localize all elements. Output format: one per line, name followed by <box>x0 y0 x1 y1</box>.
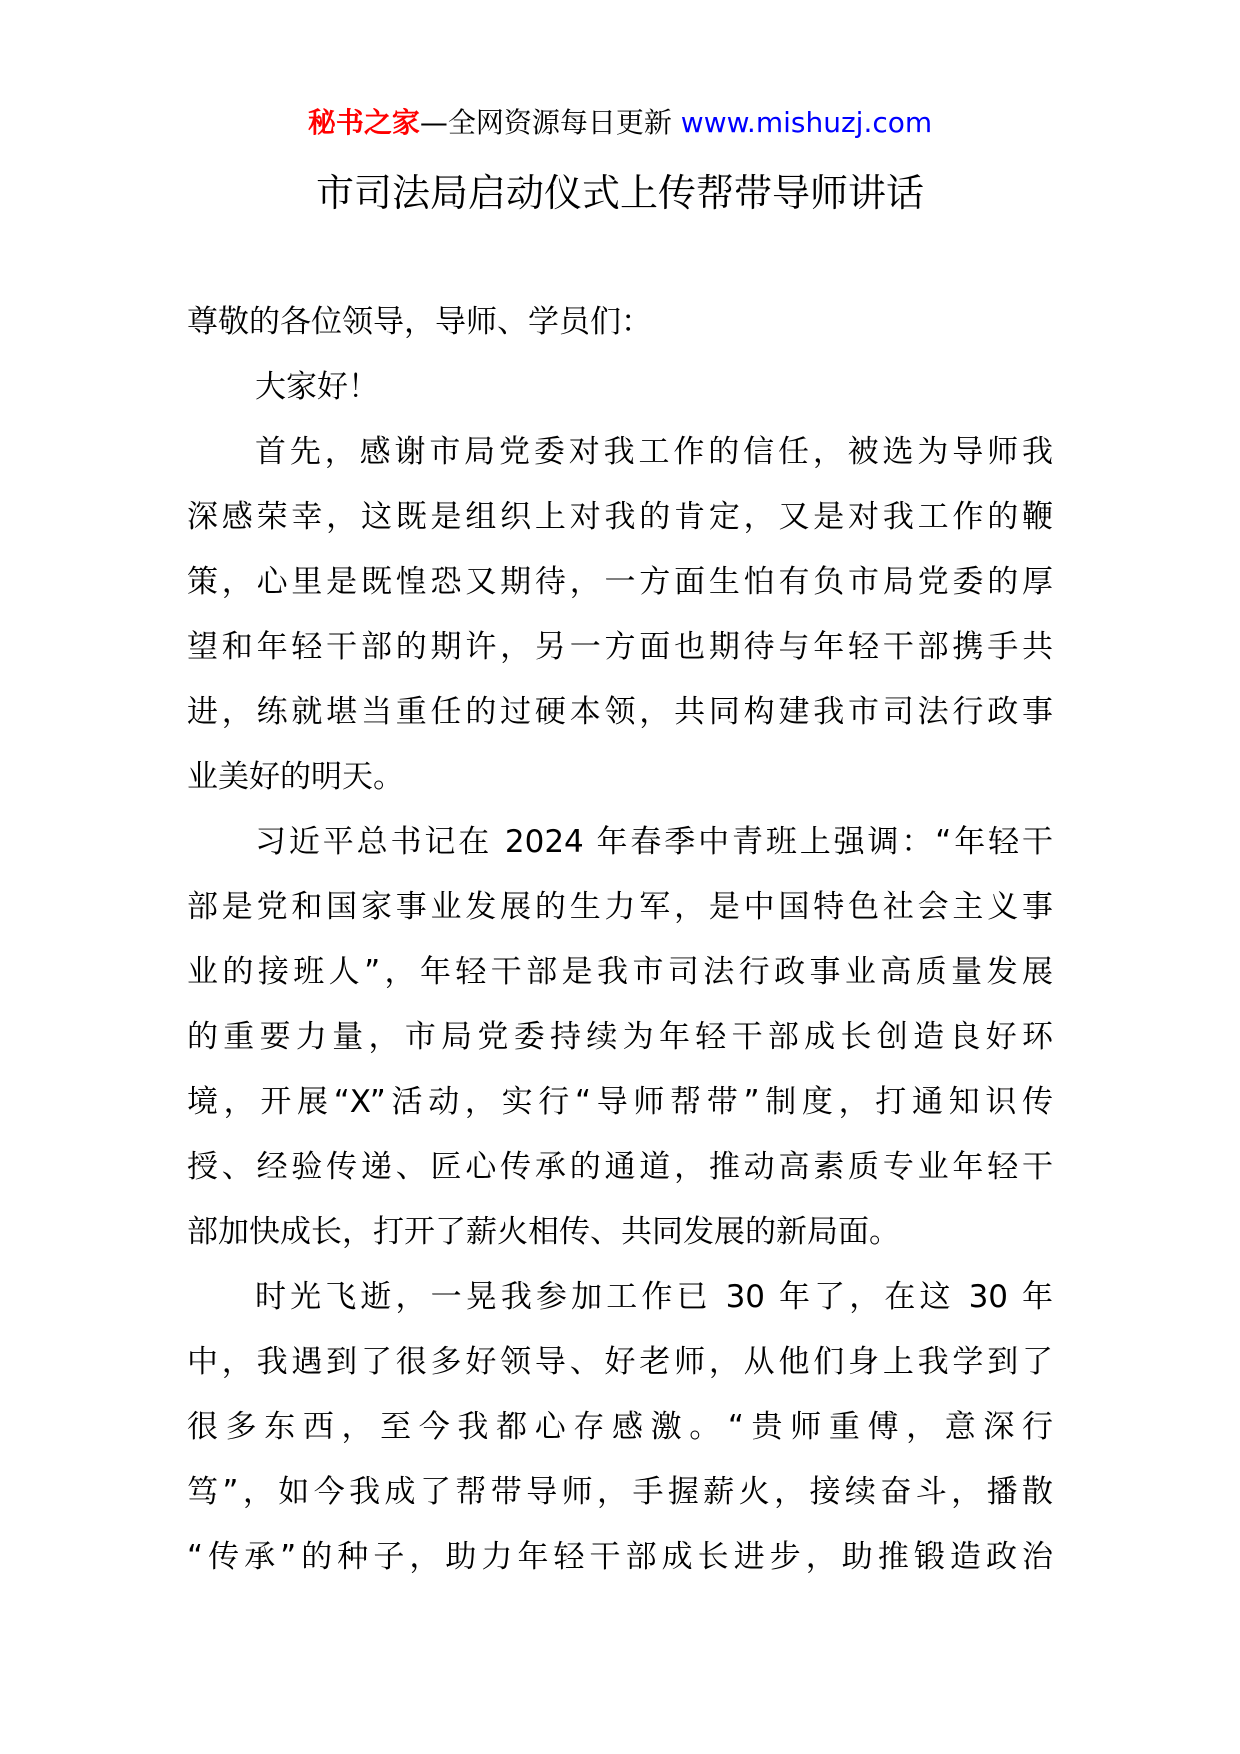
paragraph-line: “传承”的种子，助力年轻干部成长进步，助推锻造政治 <box>187 1539 1053 1575</box>
paragraph-line: 深感荣幸，这既是组织上对我的肯定，又是对我工作的鞭 <box>187 499 1053 535</box>
paragraph-line: 首先，感谢市局党委对我工作的信任，被选为导师我 <box>255 434 1053 470</box>
website-link[interactable]: www.mishuzj.com <box>680 106 933 139</box>
speech-body <box>187 290 1053 1590</box>
paragraph-line: 进，练就堪当重任的过硬本领，共同构建我市司法行政事 <box>187 694 1053 730</box>
paragraph-line: 望和年轻干部的期许，另一方面也期待与年轻干部携手共 <box>187 629 1053 665</box>
header-tagline: —全网资源每日更新 <box>419 106 672 139</box>
brand-name: 秘书之家 <box>307 106 420 139</box>
paragraph-line: 部加快成长，打开了薪火相传、共同发展的新局面。 <box>187 1214 900 1250</box>
paragraph-line: 时光飞逝，一晃我参加工作已 30 年了，在这 30 年 <box>255 1279 1053 1315</box>
paragraph-line: 策，心里是既惶恐又期待，一方面生怕有负市局党委的厚 <box>187 564 1053 600</box>
paragraph-line: 的重要力量，市局党委持续为年轻干部成长创造良好环 <box>187 1019 1053 1055</box>
paragraph-line: 习近平总书记在 2024 年春季中青班上强调：“年轻干 <box>255 824 1053 860</box>
paragraph-line: 笃”，如今我成了帮带导师，手握薪火，接续奋斗，播散 <box>187 1474 1053 1510</box>
greeting-line: 大家好！ <box>255 369 379 405</box>
paragraph-line: 中，我遇到了很多好领导、好老师，从他们身上我学到了 <box>187 1344 1053 1380</box>
paragraph-line: 部是党和国家事业发展的生力军，是中国特色社会主义事 <box>187 889 1053 925</box>
paragraph-line: 授、经验传递、匠心传承的通道，推动高素质专业年轻干 <box>187 1149 1053 1185</box>
paragraph-line: 业的接班人”，年轻干部是我市司法行政事业高质量发展 <box>187 954 1053 990</box>
document-title: 市司法局启动仪式上传帮带导师讲话 <box>315 171 924 215</box>
header-banner <box>0 103 1240 143</box>
paragraph-line: 很多东西，至今我都心存感激。“贵师重傅，意深行 <box>187 1409 1053 1445</box>
salutation-line: 尊敬的各位领导，导师、学员们： <box>187 304 652 340</box>
paragraph-line: 境，开展“X”活动，实行“导师帮带”制度，打通知识传 <box>187 1084 1053 1120</box>
paragraph-line: 业美好的明天。 <box>187 759 404 795</box>
